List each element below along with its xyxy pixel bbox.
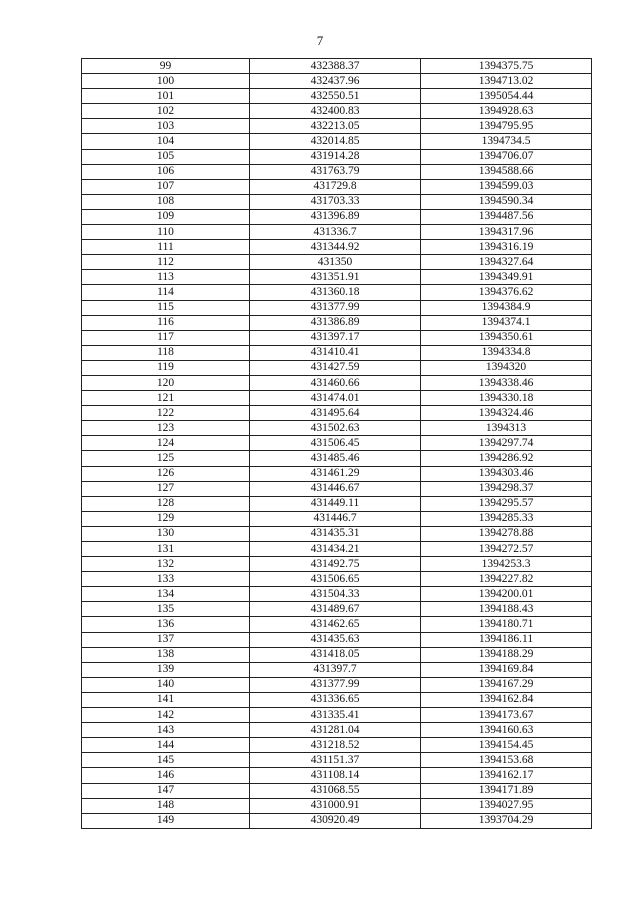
table-row	[82, 436, 592, 451]
point-number-cell: 138	[82, 647, 250, 662]
y-coordinate-cell: 1394200.01	[421, 587, 592, 602]
x-coordinate-cell: 431462.65	[250, 617, 421, 632]
y-coordinate-cell: 1394588.66	[421, 164, 592, 179]
point-number-cell: 128	[82, 496, 250, 511]
table-row	[82, 511, 592, 526]
table-row	[82, 255, 592, 270]
point-number-cell: 112	[82, 255, 250, 270]
y-coordinate-cell: 1394295.57	[421, 496, 592, 511]
y-coordinate-cell: 1394349.91	[421, 270, 592, 285]
table-row	[82, 708, 592, 723]
point-number-cell: 122	[82, 406, 250, 421]
x-coordinate-cell: 432400.83	[250, 104, 421, 119]
table-row	[82, 74, 592, 89]
point-number-cell: 137	[82, 632, 250, 647]
y-coordinate-cell: 1394313	[421, 421, 592, 436]
x-coordinate-cell: 432213.05	[250, 119, 421, 134]
point-number-cell: 127	[82, 481, 250, 496]
y-coordinate-cell: 1394167.29	[421, 677, 592, 692]
point-number-cell: 103	[82, 119, 250, 134]
table-row	[82, 677, 592, 692]
x-coordinate-cell: 431350	[250, 255, 421, 270]
y-coordinate-cell: 1394487.56	[421, 209, 592, 224]
y-coordinate-cell: 1394227.82	[421, 572, 592, 587]
y-coordinate-cell: 1394713.02	[421, 74, 592, 89]
point-number-cell: 131	[82, 542, 250, 557]
x-coordinate-cell: 431449.11	[250, 496, 421, 511]
y-coordinate-cell: 1394303.46	[421, 466, 592, 481]
y-coordinate-cell: 1394734.5	[421, 134, 592, 149]
table-row	[82, 104, 592, 119]
coordinates-table	[81, 58, 592, 829]
table-row	[82, 391, 592, 406]
point-number-cell: 113	[82, 270, 250, 285]
point-number-cell: 108	[82, 194, 250, 209]
y-coordinate-cell: 1394375.75	[421, 59, 592, 74]
y-coordinate-cell: 1394253.3	[421, 557, 592, 572]
table-row	[82, 662, 592, 677]
x-coordinate-cell: 431446.7	[250, 511, 421, 526]
x-coordinate-cell: 431386.89	[250, 315, 421, 330]
y-coordinate-cell: 1394599.03	[421, 179, 592, 194]
table-row	[82, 209, 592, 224]
y-coordinate-cell: 1394154.45	[421, 738, 592, 753]
point-number-cell: 145	[82, 753, 250, 768]
x-coordinate-cell: 431151.37	[250, 753, 421, 768]
point-number-cell: 123	[82, 421, 250, 436]
x-coordinate-cell: 431218.52	[250, 738, 421, 753]
coordinates-table-body	[82, 59, 592, 829]
y-coordinate-cell: 1394278.88	[421, 526, 592, 541]
point-number-cell: 134	[82, 587, 250, 602]
table-row	[82, 587, 592, 602]
y-coordinate-cell: 1394186.11	[421, 632, 592, 647]
point-number-cell: 114	[82, 285, 250, 300]
table-row	[82, 617, 592, 632]
table-row	[82, 466, 592, 481]
point-number-cell: 101	[82, 89, 250, 104]
y-coordinate-cell: 1394795.95	[421, 119, 592, 134]
table-row	[82, 723, 592, 738]
table-row	[82, 783, 592, 798]
x-coordinate-cell: 431336.7	[250, 225, 421, 240]
point-number-cell: 110	[82, 225, 250, 240]
table-row	[82, 481, 592, 496]
y-coordinate-cell: 1394706.07	[421, 149, 592, 164]
y-coordinate-cell: 1394286.92	[421, 451, 592, 466]
table-row	[82, 285, 592, 300]
table-row	[82, 194, 592, 209]
point-number-cell: 129	[82, 511, 250, 526]
x-coordinate-cell: 431495.64	[250, 406, 421, 421]
point-number-cell: 115	[82, 300, 250, 315]
table-row	[82, 813, 592, 828]
table-row	[82, 406, 592, 421]
x-coordinate-cell: 432437.96	[250, 74, 421, 89]
y-coordinate-cell: 1394334.8	[421, 345, 592, 360]
point-number-cell: 143	[82, 723, 250, 738]
point-number-cell: 133	[82, 572, 250, 587]
y-coordinate-cell: 1393704.29	[421, 813, 592, 828]
y-coordinate-cell: 1394153.68	[421, 753, 592, 768]
y-coordinate-cell: 1394320	[421, 360, 592, 375]
table-row	[82, 164, 592, 179]
x-coordinate-cell: 431729.8	[250, 179, 421, 194]
x-coordinate-cell: 432388.37	[250, 59, 421, 74]
y-coordinate-cell: 1394162.84	[421, 692, 592, 707]
table-row	[82, 798, 592, 813]
x-coordinate-cell: 431434.21	[250, 542, 421, 557]
x-coordinate-cell: 431344.92	[250, 240, 421, 255]
table-row	[82, 602, 592, 617]
table-row	[82, 375, 592, 390]
y-coordinate-cell: 1394327.64	[421, 255, 592, 270]
x-coordinate-cell: 430920.49	[250, 813, 421, 828]
table-row	[82, 240, 592, 255]
x-coordinate-cell: 431485.46	[250, 451, 421, 466]
x-coordinate-cell: 431502.63	[250, 421, 421, 436]
x-coordinate-cell: 431336.65	[250, 692, 421, 707]
x-coordinate-cell: 431418.05	[250, 647, 421, 662]
point-number-cell: 121	[82, 391, 250, 406]
x-coordinate-cell: 431506.65	[250, 572, 421, 587]
point-number-cell: 117	[82, 330, 250, 345]
y-coordinate-cell: 1394171.89	[421, 783, 592, 798]
x-coordinate-cell: 431435.31	[250, 526, 421, 541]
y-coordinate-cell: 1394160.63	[421, 723, 592, 738]
y-coordinate-cell: 1394285.33	[421, 511, 592, 526]
point-number-cell: 139	[82, 662, 250, 677]
point-number-cell: 135	[82, 602, 250, 617]
x-coordinate-cell: 431377.99	[250, 300, 421, 315]
y-coordinate-cell: 1394316.19	[421, 240, 592, 255]
x-coordinate-cell: 431396.89	[250, 209, 421, 224]
point-number-cell: 102	[82, 104, 250, 119]
x-coordinate-cell: 431446.67	[250, 481, 421, 496]
x-coordinate-cell: 431000.91	[250, 798, 421, 813]
y-coordinate-cell: 1394173.67	[421, 708, 592, 723]
y-coordinate-cell: 1394376.62	[421, 285, 592, 300]
y-coordinate-cell: 1394298.37	[421, 481, 592, 496]
point-number-cell: 106	[82, 164, 250, 179]
point-number-cell: 125	[82, 451, 250, 466]
x-coordinate-cell: 431474.01	[250, 391, 421, 406]
x-coordinate-cell: 431068.55	[250, 783, 421, 798]
point-number-cell: 116	[82, 315, 250, 330]
table-row	[82, 632, 592, 647]
x-coordinate-cell: 431360.18	[250, 285, 421, 300]
x-coordinate-cell: 431492.75	[250, 557, 421, 572]
table-row	[82, 270, 592, 285]
table-row	[82, 768, 592, 783]
x-coordinate-cell: 431410.41	[250, 345, 421, 360]
table-row	[82, 542, 592, 557]
y-coordinate-cell: 1394027.95	[421, 798, 592, 813]
point-number-cell: 136	[82, 617, 250, 632]
x-coordinate-cell: 431435.63	[250, 632, 421, 647]
table-row	[82, 557, 592, 572]
table-row	[82, 421, 592, 436]
point-number-cell: 99	[82, 59, 250, 74]
x-coordinate-cell: 431914.28	[250, 149, 421, 164]
y-coordinate-cell: 1394384.9	[421, 300, 592, 315]
point-number-cell: 124	[82, 436, 250, 451]
y-coordinate-cell: 1394338.46	[421, 375, 592, 390]
point-number-cell: 107	[82, 179, 250, 194]
y-coordinate-cell: 1394188.29	[421, 647, 592, 662]
x-coordinate-cell: 431351.91	[250, 270, 421, 285]
x-coordinate-cell: 431377.99	[250, 677, 421, 692]
point-number-cell: 118	[82, 345, 250, 360]
x-coordinate-cell: 431335.41	[250, 708, 421, 723]
table-row	[82, 315, 592, 330]
table-row	[82, 330, 592, 345]
table-row	[82, 225, 592, 240]
point-number-cell: 100	[82, 74, 250, 89]
table-row	[82, 59, 592, 74]
x-coordinate-cell: 431427.59	[250, 360, 421, 375]
point-number-cell: 148	[82, 798, 250, 813]
y-coordinate-cell: 1394297.74	[421, 436, 592, 451]
point-number-cell: 144	[82, 738, 250, 753]
table-row	[82, 134, 592, 149]
table-row	[82, 692, 592, 707]
y-coordinate-cell: 1394590.34	[421, 194, 592, 209]
table-row	[82, 753, 592, 768]
table-row	[82, 738, 592, 753]
table-row	[82, 119, 592, 134]
x-coordinate-cell: 432550.51	[250, 89, 421, 104]
x-coordinate-cell: 431504.33	[250, 587, 421, 602]
y-coordinate-cell: 1395054.44	[421, 89, 592, 104]
y-coordinate-cell: 1394188.43	[421, 602, 592, 617]
x-coordinate-cell: 431281.04	[250, 723, 421, 738]
x-coordinate-cell: 431108.14	[250, 768, 421, 783]
point-number-cell: 130	[82, 526, 250, 541]
x-coordinate-cell: 432014.85	[250, 134, 421, 149]
y-coordinate-cell: 1394162.17	[421, 768, 592, 783]
x-coordinate-cell: 431397.7	[250, 662, 421, 677]
page-number: 7	[316, 33, 324, 48]
point-number-cell: 104	[82, 134, 250, 149]
y-coordinate-cell: 1394272.57	[421, 542, 592, 557]
point-number-cell: 149	[82, 813, 250, 828]
point-number-cell: 140	[82, 677, 250, 692]
point-number-cell: 111	[82, 240, 250, 255]
table-row	[82, 149, 592, 164]
y-coordinate-cell: 1394928.63	[421, 104, 592, 119]
point-number-cell: 119	[82, 360, 250, 375]
table-row	[82, 496, 592, 511]
y-coordinate-cell: 1394350.61	[421, 330, 592, 345]
table-row	[82, 89, 592, 104]
x-coordinate-cell: 431763.79	[250, 164, 421, 179]
point-number-cell: 105	[82, 149, 250, 164]
table-row	[82, 300, 592, 315]
y-coordinate-cell: 1394180.71	[421, 617, 592, 632]
x-coordinate-cell: 431506.45	[250, 436, 421, 451]
y-coordinate-cell: 1394374.1	[421, 315, 592, 330]
point-number-cell: 141	[82, 692, 250, 707]
point-number-cell: 132	[82, 557, 250, 572]
y-coordinate-cell: 1394330.18	[421, 391, 592, 406]
table-row	[82, 451, 592, 466]
point-number-cell: 146	[82, 768, 250, 783]
table-row	[82, 647, 592, 662]
point-number-cell: 109	[82, 209, 250, 224]
table-row	[82, 526, 592, 541]
x-coordinate-cell: 431461.29	[250, 466, 421, 481]
x-coordinate-cell: 431397.17	[250, 330, 421, 345]
point-number-cell: 142	[82, 708, 250, 723]
point-number-cell: 120	[82, 375, 250, 390]
table-row	[82, 179, 592, 194]
point-number-cell: 147	[82, 783, 250, 798]
table-row	[82, 360, 592, 375]
y-coordinate-cell: 1394324.46	[421, 406, 592, 421]
point-number-cell: 126	[82, 466, 250, 481]
y-coordinate-cell: 1394169.84	[421, 662, 592, 677]
x-coordinate-cell: 431460.66	[250, 375, 421, 390]
y-coordinate-cell: 1394317.96	[421, 225, 592, 240]
x-coordinate-cell: 431489.67	[250, 602, 421, 617]
x-coordinate-cell: 431703.33	[250, 194, 421, 209]
table-row	[82, 572, 592, 587]
table-row	[82, 345, 592, 360]
